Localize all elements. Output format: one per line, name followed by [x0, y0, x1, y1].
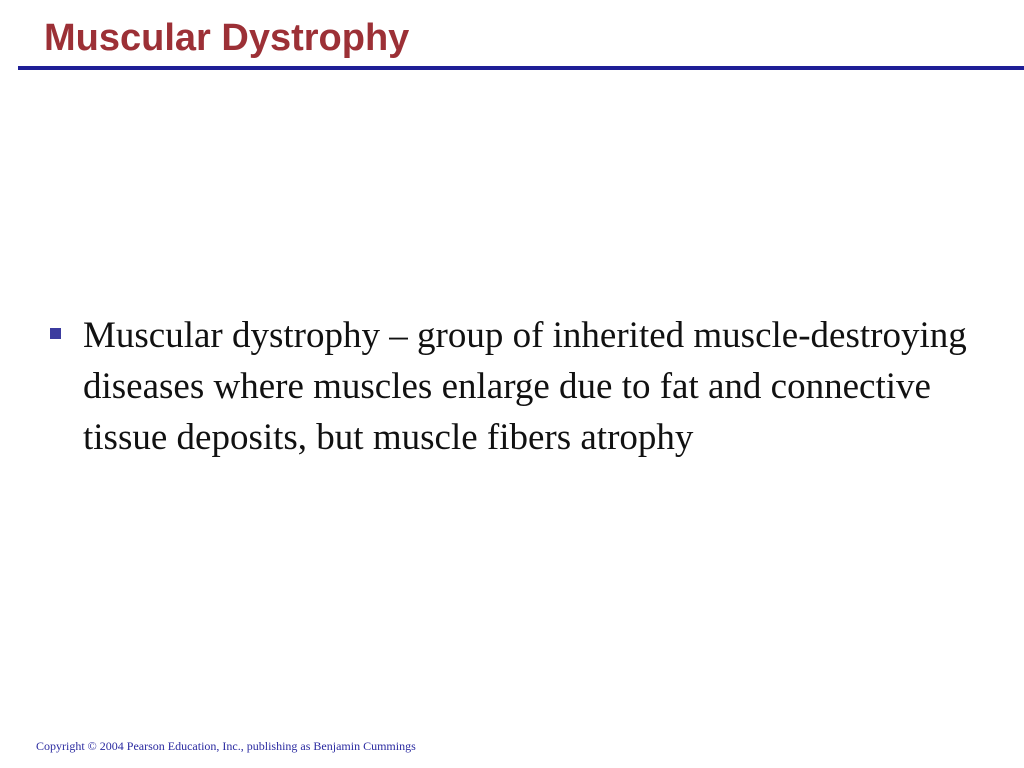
slide-title: Muscular Dystrophy [44, 17, 410, 59]
bullet-list [0, 310, 1024, 463]
bullet-item [0, 310, 1024, 463]
title-divider [18, 66, 1024, 70]
copyright-footer: Copyright © 2004 Pearson Education, Inc., publishing as Benjamin Cummings [36, 739, 416, 753]
bullet-text: Muscular dystrophy – group of inherited muscle-destroying diseases where muscles enlarge due to fat and connective tissue deposits, but muscle fibers atrophy [83, 315, 967, 458]
square-bullet-icon [50, 328, 61, 339]
